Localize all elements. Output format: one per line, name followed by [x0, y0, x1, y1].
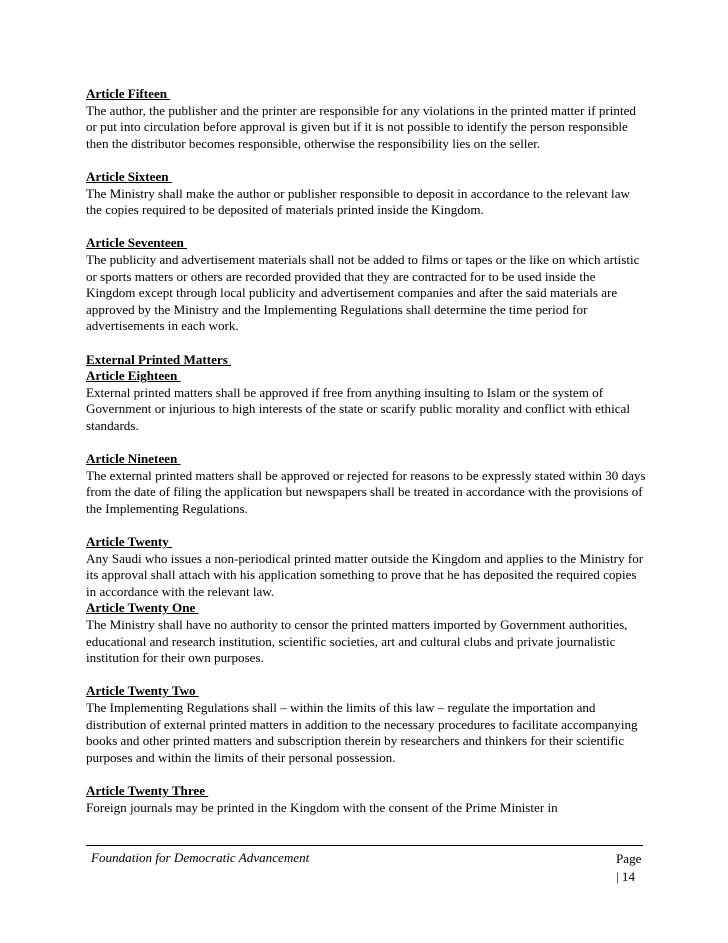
article-text: Foreign journals may be printed in the Kingdom with the consent of the Prime Minister in: [86, 799, 558, 815]
page-label: Page: [616, 851, 642, 866]
article-text: The Implementing Regulations shall – within the limits of this law – regulate the importation and distribution of external printed matters in addition to the necessary procedures to facilitate accompanying books and other printed matters and subscription therein by researchers and thinkers for their scientific purposes and within the limits of their personal possession.: [86, 699, 638, 765]
article-text: Any Saudi who issues a non-periodical printed matter outside the Kingdom and applies to the Ministry for its approval shall attach with his application something to prove that he has deposited the required copies in accordance with the relevant law.: [86, 550, 644, 599]
article-heading: Article Twenty Three: [86, 782, 209, 798]
article-19: [86, 451, 646, 517]
document-body: [86, 86, 646, 816]
article-text: The Ministry shall make the author or publisher responsible to deposit in accordance to the relevant law the copies required to be deposited of materials printed inside the Kingdom.: [86, 185, 630, 218]
section-heading: External Printed Matters: [86, 351, 232, 367]
article-20: [86, 534, 646, 600]
article-text: The external printed matters shall be approved or rejected for reasons to be expressly stated within 30 days from the date of filing the application but newspapers shall be treated in accordance with the provisions of the Implementing Regulations.: [86, 467, 646, 516]
article-text: External printed matters shall be approved if free from anything insulting to Islam or the system of Government or injurious to high interests of the state or scarify public morality and conflict with ethical standards.: [86, 384, 630, 433]
article-22: [86, 683, 646, 766]
article-heading: Article Nineteen: [86, 451, 181, 467]
article-23: [86, 783, 646, 816]
article-heading: Article Sixteen: [86, 168, 172, 184]
article-15: [86, 86, 646, 152]
article-heading: Article Twenty Two: [86, 683, 199, 699]
article-heading: Article Twenty: [86, 534, 173, 550]
article-16: [86, 169, 646, 219]
article-heading: Article Fifteen: [86, 86, 171, 101]
article-17: [86, 235, 646, 335]
article-text: The Ministry shall have no authority to censor the printed matters imported by Government authorities, educational and research institution, scientific societies, art and cultural clubs and private journalistic institution for their own purposes.: [86, 617, 628, 666]
footer-divider: [86, 845, 643, 846]
article-heading: Article Twenty One: [86, 600, 199, 616]
article-text: The publicity and advertisement materials shall not be added to films or tapes or the like on which artistic or sports matters or others are recorded provided that they are contracted for to be used inside the Kingdom except through local publicity and advertisement companies and after the said materials are approved by the Ministry and the Implementing Regulations shall determine the time period for advertisements in each work.: [86, 251, 640, 334]
footer-page-number: [616, 850, 656, 886]
article-text: The author, the publisher and the printer are responsible for any violations in the printed matter if printed or put into circulation before approval is given but if it is not possible to identify the person responsible then the distributor becomes responsible, otherwise the responsibility lies on the seller.: [86, 102, 636, 151]
page-number: | 14: [616, 869, 635, 884]
article-21: [86, 600, 646, 666]
article-heading: Article Eighteen: [86, 368, 181, 384]
article-18: [86, 352, 646, 435]
article-heading: Article Seventeen: [86, 235, 188, 251]
footer-organization: Foundation for Democratic Advancement: [91, 850, 310, 865]
